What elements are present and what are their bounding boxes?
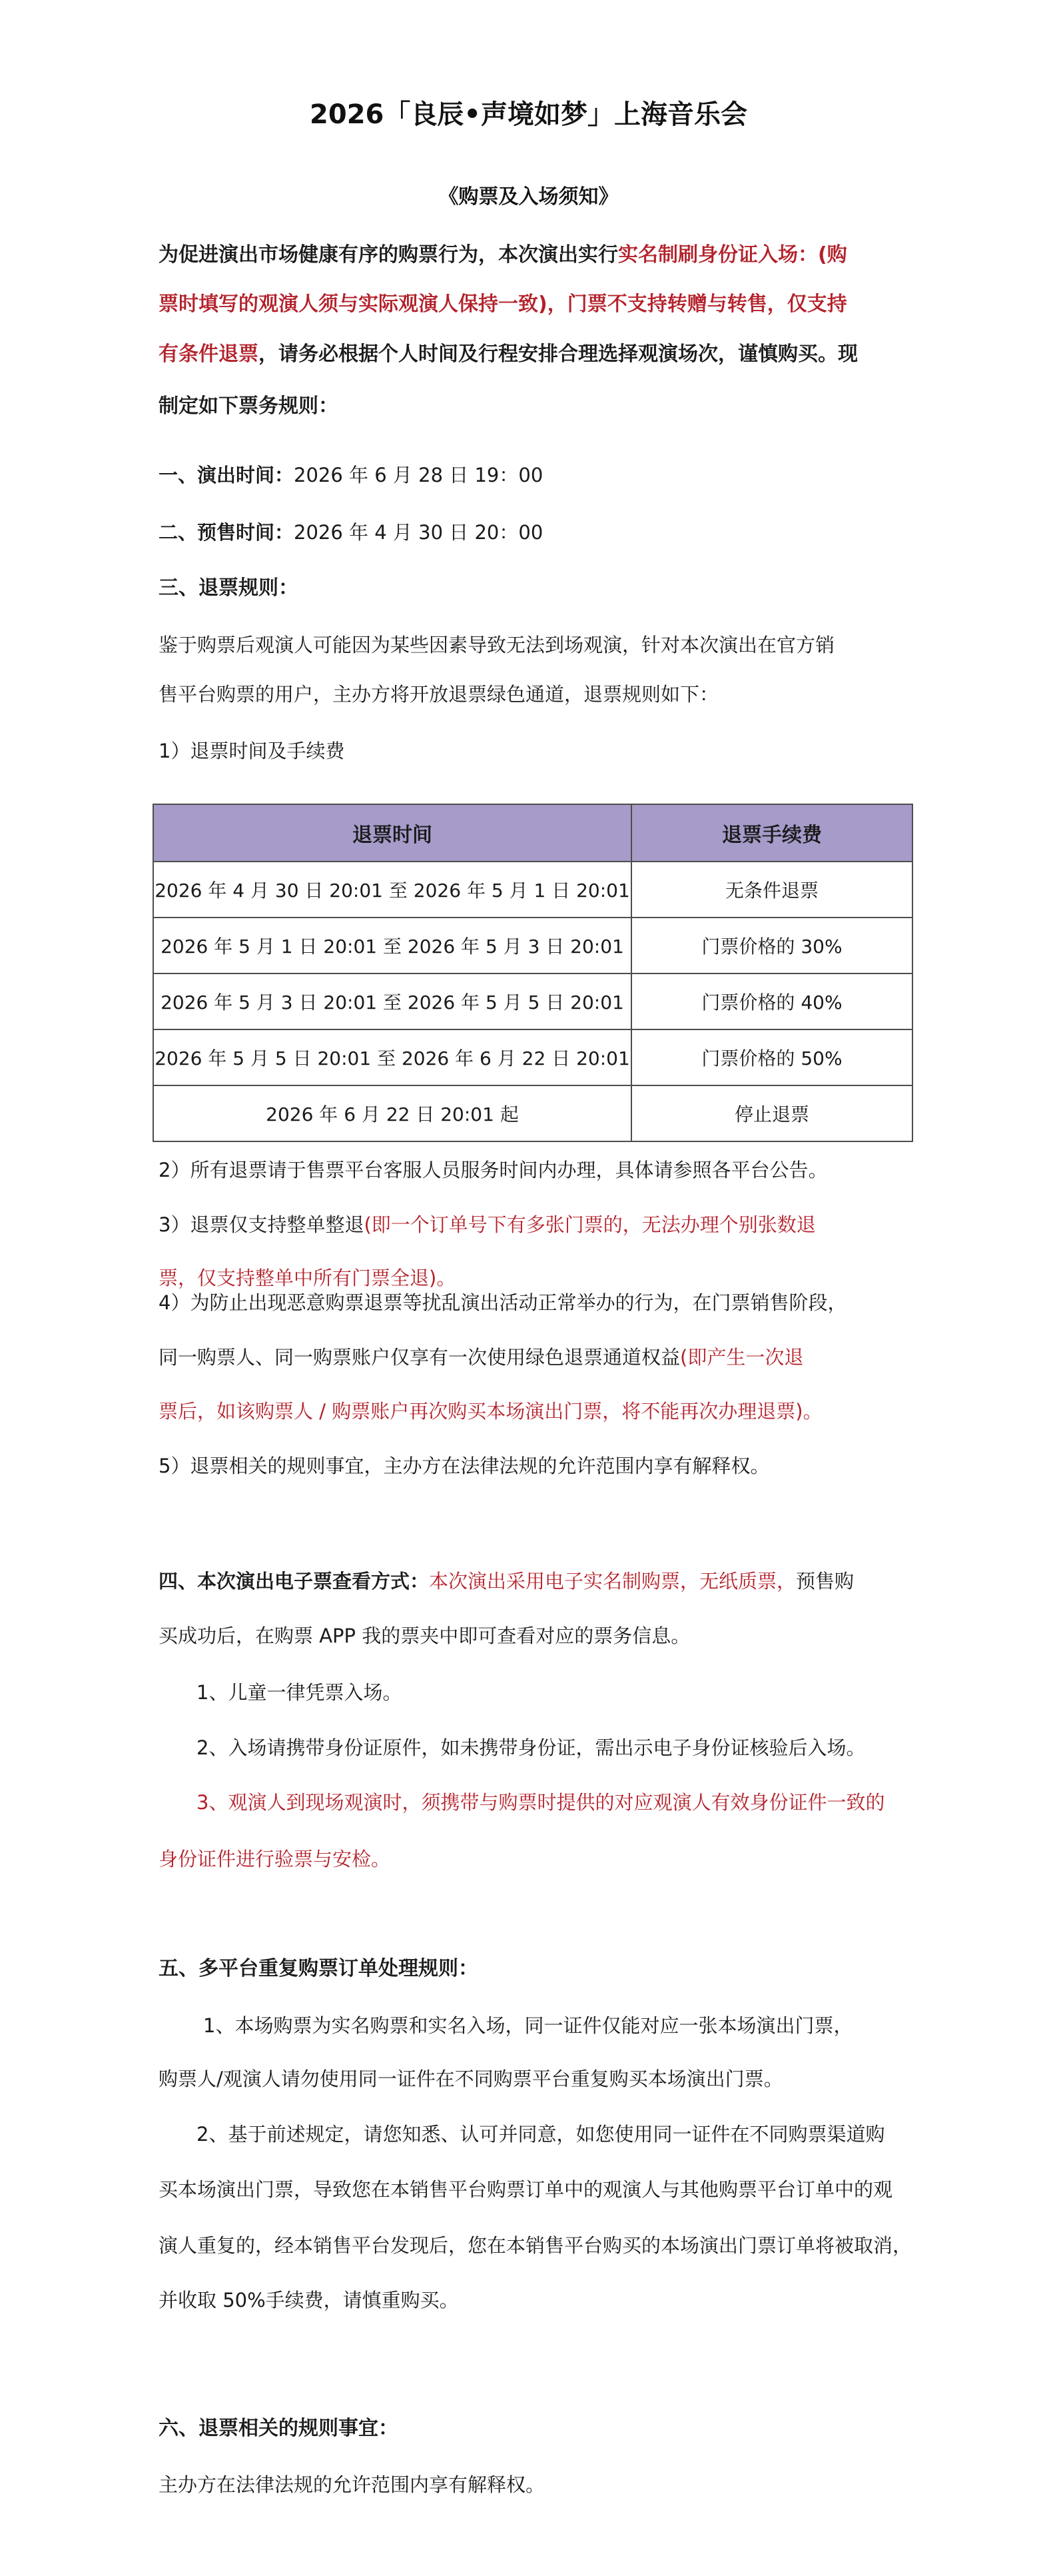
rule-highlight: 票后，如该购票人 / 购票账户再次购买本场演出门票，将不能再次办理退票) — [159, 1400, 803, 1423]
entry-item-3-line-2: 身份证件进行验票与安检。 — [159, 1848, 391, 1870]
rule-4-line-1: 4）为防止出现恶意购票退票等扰乱演出活动正常举办的行为，在门票销售阶段， — [159, 1291, 847, 1314]
table-row — [153, 1085, 912, 1141]
intro-line-3 — [159, 341, 858, 368]
refund-fee-subheading: 1）退票时间及手续费 — [159, 740, 345, 762]
refund-fee: 无条件退票 — [631, 862, 912, 918]
header-refund-time: 退票时间 — [153, 804, 631, 862]
performance-time-label: 一、演出时间： — [159, 464, 294, 486]
intro-text: ，请务必根据个人时间及行程安排合理选择观演场次，谨慎购买。现 — [258, 342, 858, 366]
rule-3-line-2 — [159, 1265, 456, 1291]
refund-rules-heading: 三、退票规则： — [159, 576, 298, 600]
rule-text: 同一购票人、同一购票账户仅享有一次使用绿色退票通道权益 — [159, 1346, 681, 1369]
table-header-row — [153, 804, 912, 862]
refund-fee: 门票价格的 40% — [631, 973, 912, 1029]
intro-line-4: 制定如下票务规则： — [159, 394, 338, 418]
refund-period: 2026 年 6 月 22 日 20:01 起 — [153, 1085, 631, 1141]
table-row — [153, 918, 912, 973]
entry-item-1: 1、儿童一律凭票入场。 — [196, 1681, 402, 1704]
rule-5: 5）退票相关的规则事宜，主办方在法律法规的允许范围内享有解释权。 — [159, 1455, 770, 1477]
refund-matters-heading: 六、退票相关的规则事宜： — [159, 2417, 398, 2440]
duplicate-rule-2-line-3: 演人重复的，经本销售平台发现后，您在本销售平台购买的本场演出门票订单将被取消， — [159, 2234, 912, 2257]
duplicate-order-heading: 五、多平台重复购票订单处理规则： — [159, 1957, 478, 1980]
duplicate-rule-2-line-2: 买本场演出门票，导致您在本销售平台购票订单中的观演人与其他购票平台订单中的观 — [159, 2178, 893, 2201]
refund-period: 2026 年 5 月 3 日 20:01 至 2026 年 5 月 5 日 20:01 — [153, 973, 631, 1029]
refund-intro-line-2: 售平台购票的用户，主办方将开放退票绿色通道，退票规则如下： — [159, 683, 719, 706]
duplicate-rule-1-line-1: 1、本场购票为实名购票和实名入场，同一证件仅能对应一张本场演出门票， — [203, 2014, 853, 2037]
rule-4-line-3 — [159, 1398, 823, 1425]
rule-text: 3）退票仅支持整单整退 — [159, 1213, 364, 1236]
table-row — [153, 973, 912, 1029]
refund-intro-line-1: 鉴于购票后观演人可能因为某些因素导致无法到场观演，针对本次演出在官方销 — [159, 634, 835, 656]
refund-period: 2026 年 5 月 5 日 20:01 至 2026 年 6 月 22 日 20:01 — [153, 1029, 631, 1085]
performance-time-value: 2026 年 6 月 28 日 19：00 — [294, 464, 543, 486]
table-row — [153, 862, 912, 918]
e-ticket-line-2: 买成功后，在购票 APP 我的票夹中即可查看对应的票务信息。 — [159, 1624, 691, 1647]
duplicate-rule-2-line-1: 2、基于前述规定，请您知悉、认可并同意，如您使用同一证件在不同购票渠道购 — [196, 2123, 885, 2146]
duplicate-rule-2-line-4: 并收取 50%手续费，请慎重购买。 — [159, 2289, 459, 2311]
header-refund-fee: 退票手续费 — [631, 804, 912, 862]
rule-punct: 。 — [803, 1400, 823, 1423]
rule-4-line-2 — [159, 1344, 803, 1371]
intro-highlight: 实名制刷身份证入场：(购 — [618, 243, 847, 267]
notice-subtitle: 《购票及入场须知》 — [438, 185, 619, 209]
refund-period: 2026 年 5 月 1 日 20:01 至 2026 年 5 月 3 日 20:01 — [153, 918, 631, 973]
rule-highlight: (即产生一次退 — [680, 1346, 804, 1369]
e-ticket-line-1 — [159, 1568, 854, 1595]
e-ticket-text: 预售购 — [796, 1570, 855, 1593]
intro-line-2: 票时填写的观演人须与实际观演人保持一致)，门票不支持转赠与转售，仅支持 — [159, 293, 847, 316]
refund-fee: 门票价格的 50% — [631, 1029, 912, 1085]
intro-line-1 — [159, 242, 847, 269]
e-ticket-heading: 四、本次演出电子票查看方式： — [159, 1570, 430, 1593]
presale-time-label: 二、预售时间： — [159, 521, 294, 544]
presale-time — [159, 519, 543, 546]
rule-highlight: 票，仅支持整单中所有门票全退) — [159, 1267, 437, 1289]
interpretation-note: 主办方在法律法规的允许范围内享有解释权。 — [159, 2473, 545, 2496]
duplicate-rule-1-line-2: 购票人/观演人请勿使用同一证件在不同购票平台重复购买本场演出门票。 — [159, 2068, 783, 2090]
intro-text: 为促进演出市场健康有序的购票行为，本次演出实行 — [159, 243, 618, 267]
rule-highlight: (即一个订单号下有多张门票的，无法办理个别张数退 — [364, 1213, 816, 1236]
page-title: 2026「良辰•声境如梦」上海音乐会 — [310, 99, 747, 130]
rule-2: 2）所有退票请于售票平台客服人员服务时间内办理，具体请参照各平台公告。 — [159, 1159, 828, 1181]
presale-time-value: 2026 年 4 月 30 日 20：00 — [294, 521, 543, 544]
entry-item-2: 2、入场请携带身份证原件，如未携带身份证，需出示电子身份证核验后入场。 — [196, 1736, 866, 1759]
refund-fee: 停止退票 — [631, 1085, 912, 1141]
table-row — [153, 1029, 912, 1085]
entry-item-3-line-1: 3、观演人到现场观演时，须携带与购票时提供的对应观演人有效身份证件一致的 — [196, 1791, 885, 1814]
refund-fee: 门票价格的 30% — [631, 918, 912, 973]
performance-time — [159, 462, 543, 488]
rule-3-line-1 — [159, 1211, 816, 1238]
refund-fee-table — [153, 804, 913, 1142]
refund-period: 2026 年 4 月 30 日 20:01 至 2026 年 5 月 1 日 20:01 — [153, 862, 631, 918]
rule-punct: 。 — [436, 1267, 456, 1289]
e-ticket-highlight: 本次演出采用电子实名制购票，无纸质票， — [429, 1570, 797, 1593]
intro-highlight: 有条件退票 — [159, 342, 258, 366]
